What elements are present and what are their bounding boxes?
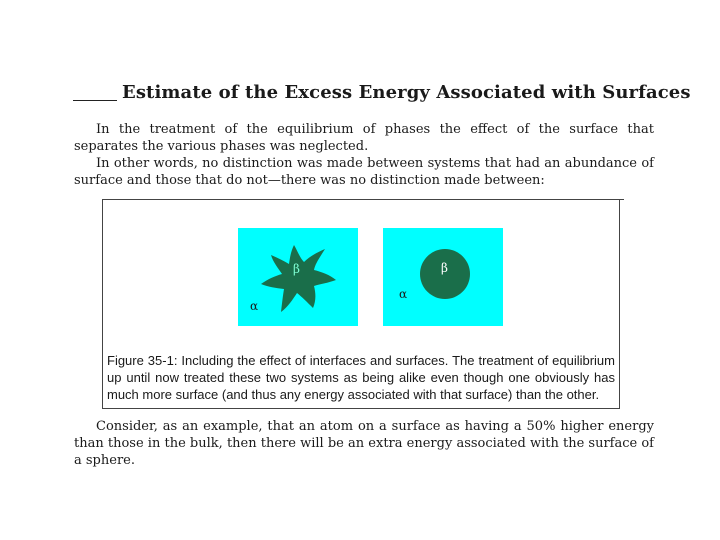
circle-particle-graphic <box>383 228 503 326</box>
figure-caption: Figure 35-1: Including the effect of interfaces and surfaces. The treatment of equilibrium up until now treated these two systems as being alike even though one obviously has much more surface (and thus any energy associated with that surface) than the other. <box>107 353 615 402</box>
closing-text: Consider, as an example, that an atom on a surface as having a 50% higher energy than those in the bulk, then there will be an extra energy associated with the surface of a sphere. <box>74 419 654 468</box>
intro-text-1: In the treatment of the equilibrium of phases the effect of the surface that separates the various phases was neglected. <box>74 122 654 154</box>
section-heading: Estimate of the Excess Energy Associated with Surfaces <box>122 82 691 103</box>
alpha-label-circle: α <box>399 287 408 301</box>
star-particle-shape <box>261 245 336 312</box>
circle-particle-panel <box>383 228 503 326</box>
intro-text-2: In other words, no distinction was made between systems that had an abundance of surface and those that do not—there was no distinction made between: <box>74 156 654 188</box>
closing-paragraph <box>74 418 654 469</box>
heading-rule <box>73 100 117 101</box>
intro-paragraph <box>74 121 654 189</box>
beta-label-circle: β <box>441 261 448 275</box>
star-particle-panel <box>238 228 358 326</box>
beta-label-star: β <box>293 262 300 276</box>
alpha-label-star: α <box>250 299 259 313</box>
figure-35-1 <box>102 199 620 409</box>
